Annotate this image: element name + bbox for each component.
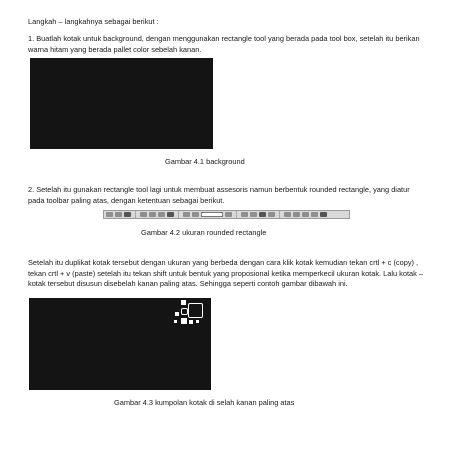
toolbar-icon [311,212,318,217]
toolbar-icon [167,212,174,217]
toolbar-icon [115,212,122,217]
toolbar-icon [140,212,147,217]
toolbar-icon [250,212,257,217]
figure-4-2-caption: Gambar 4.2 ukuran rounded rectangle [141,228,267,237]
small-square-decoration [196,320,199,323]
small-square-decoration [181,300,186,305]
toolbar-icon [302,212,309,217]
toolbar-icon [183,212,190,217]
small-square-decoration [181,318,187,324]
intro-text: Langkah – langkahnya sebagai berikut : [28,17,159,26]
toolbar-icon [320,212,327,217]
toolbar-icon [259,212,266,217]
figure-4-3-black-background [29,298,211,390]
toolbar-icon [241,212,248,217]
toolbar-icon [284,212,291,217]
step-1-text: 1. Buatlah kotak untuk background, dengan menggunakan rectangle tool yang berada pada tool box, setelah itu berikan warna hitam yang berada pallet color sebelah kanan. [28,34,420,54]
toolbar-icon [158,212,165,217]
toolbar-divider [236,211,237,218]
toolbar-icon [268,212,275,217]
toolbar-divider [135,211,136,218]
small-square-decoration [189,320,193,324]
toolbar-icon [149,212,156,217]
toolbar-icon [192,212,199,217]
toolbar-divider [279,211,280,218]
toolbar-divider [178,211,179,218]
toolbar-size-field [201,212,223,217]
toolbar-icon [124,212,131,217]
step-2-text: 2. Setelah itu gunakan rectangle tool lagi untuk membuat assesoris namun berbentuk rounded rectangle, yang diatur pada toolbar paling atas, dengan ketentuan sebagai berikut. [28,185,410,205]
small-square-decoration [175,312,179,316]
small-square-decoration [181,308,188,315]
figure-4-1-black-background [30,58,213,149]
large-square-decoration [188,303,203,318]
toolbar-icon [225,212,232,217]
figure-4-3-caption: Gambar 4.3 kumpolan kotak di selah kanan paling atas [114,398,295,407]
small-square-decoration [174,320,177,323]
figure-4-1-caption: Gambar 4.1 background [165,157,245,166]
toolbar-icon [106,212,113,217]
rounded-rectangle-toolbar-screenshot [103,210,350,219]
step-3-text: Setelah itu duplikat kotak tersebut dengan ukuran yang berbeda dengan cara klik kotak kemudian tekan crtl + c (copy) , tekan crtl + v (paste) setelah itu tekan shift untuk bentuk yang proposional ketika memperkecil ukuran kotak. Lalu kotak – kotak tersebut disusun disebelah kanan paling atas. Sehingga seperti contoh gambar dibawah ini. [28,258,423,288]
toolbar-icon [293,212,300,217]
